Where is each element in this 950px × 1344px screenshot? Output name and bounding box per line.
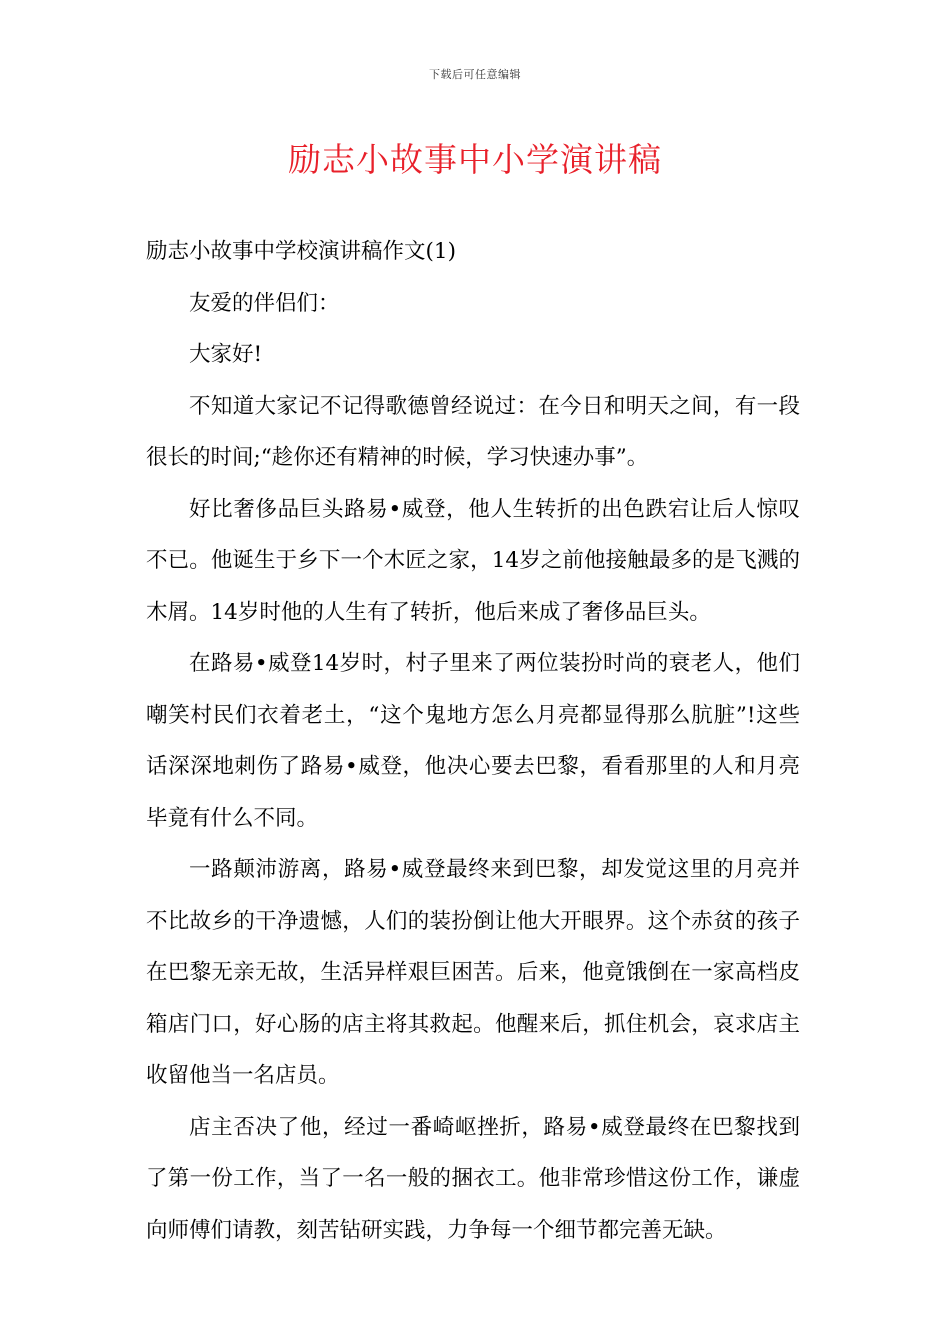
document-body [146, 226, 800, 1256]
paragraph: 不知道大家记不记得歌德曾经说过：在今日和明天之间，有一段很长的时间;“趁你还有精神的时候，学习快速办事”。 [146, 393, 800, 470]
paragraph: 在路易•威登14岁时，村子里来了两位装扮时尚的衰老人，他们嘲笑村民们衣着老土，“这个鬼地方怎么月亮都显得那么肮脏”!这些话深深地刺伤了路易•威登，他决心要去巴黎，看看那里的人和月亮毕竟有什么不同。 [146, 651, 800, 831]
page-title: 励志小故事中小学演讲稿 [288, 140, 662, 179]
paragraph: 友爱的伴侣们： [189, 290, 340, 316]
paragraph: 好比奢侈品巨头路易•威登，他人生转折的出色跌宕让后人惊叹不已。他诞生于乡下一个木匠之家，14岁之前他接触最多的是飞溅的木屑。14岁时他的人生有了转折，他后来成了奢侈品巨头。 [146, 496, 800, 625]
document-subtitle: 励志小故事中学校演讲稿作文(1) [146, 239, 456, 264]
paragraph: 大家好! [189, 342, 263, 367]
paragraph: 店主否决了他，经过一番崎岖挫折，路易•威登最终在巴黎找到了第一份工作，当了一名一般的捆衣工。他非常珍惜这份工作，谦虚向师傅们请教，刻苦钻研实践，力争每一个细节都完善无缺。 [146, 1114, 800, 1243]
header-note: 下载后可任意编辑 [429, 68, 521, 81]
paragraph: 一路颠沛游离，路易•威登最终来到巴黎，却发觉这里的月亮并不比故乡的干净遗憾，人们的装扮倒让他大开眼界。这个赤贫的孩子在巴黎无亲无故，生活异样艰巨困苦。后来，他竟饿倒在一家高档皮箱店门口，好心肠的店主将其救起。他醒来后，抓住机会，哀求店主收留他当一名店员。 [146, 857, 800, 1088]
